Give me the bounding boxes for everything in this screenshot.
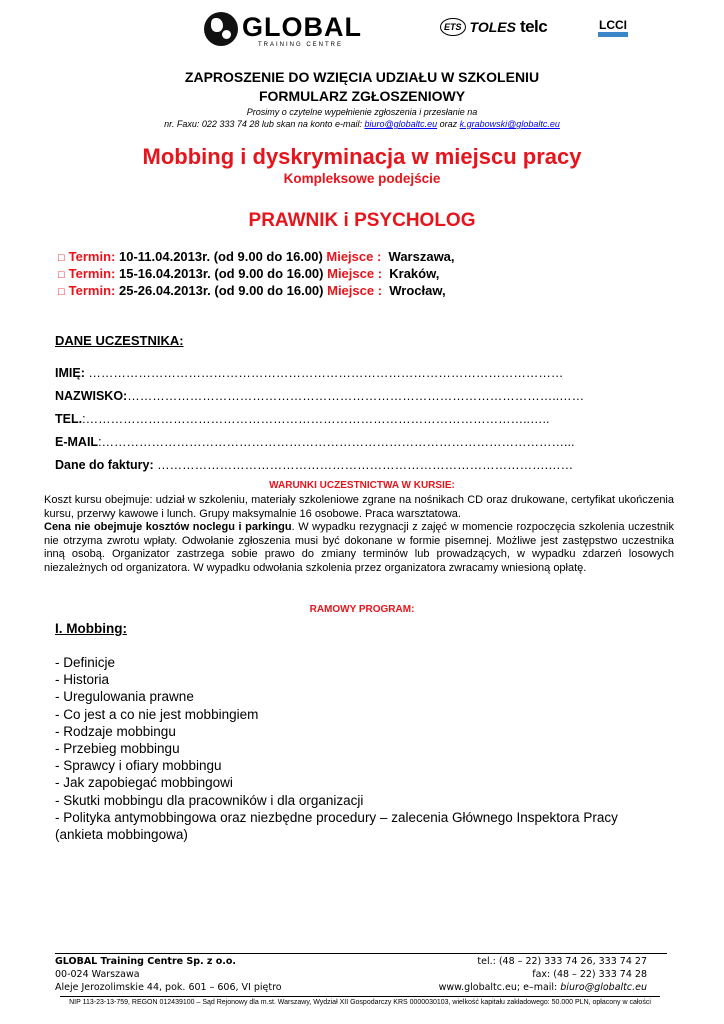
- field-label: TEL.: [55, 412, 83, 426]
- term-label: Termin:: [68, 266, 116, 281]
- field-dots[interactable]: :……………………………………………………………………………………………..…..: [82, 412, 550, 426]
- footer-contact: [439, 955, 647, 994]
- participant-heading: DANE UCZESTNIKA:: [55, 333, 184, 348]
- trainers-heading: PRAWNIK i PSYCHOLOG: [248, 210, 476, 231]
- footer-web: [439, 981, 647, 994]
- brand-name: GLOBAL: [242, 12, 362, 42]
- phone-field[interactable]: [55, 412, 549, 426]
- place-label: Miejsce :: [327, 266, 383, 281]
- list-item: (ankieta mobbingowa): [55, 827, 188, 843]
- list-item: - Jak zapobiegać mobbingowi: [55, 775, 233, 791]
- footer-company: GLOBAL Training Centre Sp. z o.o.: [55, 956, 237, 967]
- conditions-price-note: Cena nie obejmuje kosztów noclegu i parkingu: [44, 521, 292, 533]
- conditions-paragraph-2: [44, 521, 674, 575]
- global-training-centre-logo: [204, 12, 362, 52]
- name-field[interactable]: [55, 366, 563, 380]
- program-heading: RAMOWY PROGRAM:: [309, 604, 415, 615]
- field-label: NAZWISKO:: [55, 389, 128, 403]
- contact-prefix: nr. Faxu: 022 333 74 28 lub skan na konto e-mail:: [164, 119, 365, 129]
- field-dots[interactable]: :…………………………………………………………………………………………………...: [98, 435, 575, 449]
- checkbox[interactable]: □: [58, 269, 65, 281]
- list-item: - Polityka antymobbingowa oraz niezbędne procedury – zalecenia Głównego Inspektora Pracy: [55, 809, 618, 825]
- list-item: - Przebieg mobbingu: [55, 741, 180, 757]
- footer-fax: fax: (48 – 22) 333 74 28: [532, 969, 647, 980]
- conditions-paragraph-1: Koszt kursu obejmuje: udział w szkoleniu, materiały szkoleniowe zgrane na nośnikach CD oraz drukowane, certyfikat ukończenia kursu, przerwy kawowe i lunch. Grupy maksymalnie 16 osobowe. Praca warsztatowa.: [44, 494, 674, 520]
- globe-icon: [204, 12, 238, 46]
- email-field[interactable]: [55, 435, 574, 449]
- course-title: Mobbing i dyskryminacja w miejscu pracy: [142, 144, 582, 169]
- place-label: Miejsce :: [327, 283, 383, 298]
- contact-line: [0, 119, 724, 129]
- course-subtitle: Kompleksowe podejście: [283, 171, 441, 186]
- term-option[interactable]: [58, 249, 455, 264]
- term-option[interactable]: [58, 283, 446, 298]
- conditions-heading: WARUNKI UCZESTNICTWA W KURSIE:: [269, 480, 455, 491]
- invitation-heading: ZAPROSZENIE DO WZIĘCIA UDZIAŁU W SZKOLENIU: [184, 69, 540, 85]
- footer-divider: [55, 953, 667, 954]
- surname-field[interactable]: [55, 389, 584, 403]
- footer-city: 00-024 Warszawa: [55, 969, 140, 980]
- term-label: Termin:: [68, 249, 116, 264]
- email-link-biuro[interactable]: biuro@globaltc.eu: [364, 119, 438, 129]
- list-item: - Rodzaje mobbingu: [55, 723, 176, 739]
- telc-logo: telc: [519, 17, 548, 36]
- term-date: 25-26.04.2013r. (od 9.00 do 16.00): [115, 283, 328, 298]
- partner-logos: [440, 14, 547, 40]
- program-section-title: I. Mobbing:: [55, 621, 127, 636]
- field-label: IMIĘ:: [55, 366, 85, 380]
- field-dots[interactable]: ………………………………………………………………………………….……: [153, 458, 574, 472]
- field-label: E-MAIL: [55, 435, 99, 449]
- checkbox[interactable]: □: [58, 252, 65, 264]
- email-link-grabowski[interactable]: k.grabowski@globaltc.eu: [459, 119, 560, 129]
- footer-email[interactable]: biuro@globaltc.eu: [560, 982, 647, 993]
- footer-street: Aleje Jerozolimskie 44, pok. 601 – 606, VI piętro: [55, 982, 282, 993]
- footer-registry: NIP 113-23-13-759, REGON 012439100 – Sąd Rejonowy dla m.st. Warszawy, Wydział XII Gospodarczy KRS 0000030103, wielkość kapitału zakładowego: 50.000 PLN, opłacony w całości: [60, 996, 660, 1006]
- term-place: Warszawa,: [381, 249, 455, 264]
- term-option[interactable]: [58, 266, 439, 281]
- term-label: Termin:: [68, 283, 116, 298]
- list-item: - Definicje: [55, 655, 116, 670]
- term-date: 10-11.04.2013r. (od 9.00 do 16.00): [115, 249, 327, 264]
- term-place: Kraków,: [382, 266, 440, 281]
- field-dots[interactable]: ……………………………………………………………………………………………………: [84, 366, 564, 380]
- list-item: - Skutki mobbingu dla pracowników i dla organizacji: [55, 792, 364, 808]
- contact-conjunction: oraz: [437, 119, 460, 129]
- brand-subtitle: TRAINING CENTRE: [258, 42, 344, 48]
- place-label: Miejsce :: [326, 249, 382, 264]
- field-label: Dane do faktury:: [55, 458, 154, 472]
- ets-logo: ETS: [440, 18, 466, 36]
- checkbox[interactable]: □: [58, 286, 65, 298]
- field-dots[interactable]: …………………………………………………………………………………………..……: [127, 389, 585, 403]
- list-item: - Co jest a co nie jest mobbingiem: [55, 706, 259, 722]
- form-heading: FORMULARZ ZGŁOSZENIOWY: [258, 88, 466, 104]
- term-date: 15-16.04.2013r. (od 9.00 do 16.00): [115, 266, 328, 281]
- toles-logo: TOLES: [469, 19, 516, 35]
- list-item: - Uregulowania prawne: [55, 689, 194, 705]
- list-item: - Sprawcy i ofiary mobbingu: [55, 758, 222, 774]
- footer-address: [55, 955, 282, 994]
- lcci-logo: LCCI: [598, 18, 628, 37]
- instructions-line: Prosimy o czytelne wypełnienie zgłoszenia i przesłanie na: [246, 107, 478, 117]
- list-item: - Historia: [55, 672, 110, 688]
- invoice-field[interactable]: [55, 458, 573, 472]
- footer-website[interactable]: www.globaltc.eu; e–mail:: [438, 982, 561, 993]
- footer-phone: tel.: (48 – 22) 333 74 26, 333 74 27: [477, 956, 647, 967]
- conditions-cancellation-text: . W wypadku rezygnacji z zajęć w momencie rozpoczęcia szkolenia uczestnik nie otrzyma zwrotu wpłaty. Odwołanie zgłoszenia musi być dokonane w formie pisemnej. Możliwe jest zastępstwo uczestnika inną osobą. Organizator zastrzega sobie prawo do zmiany terminów lub prowadzących, w wypadku zdarzeń losowych niezależnych od organizatora. W wypadku odwołania szkolenia przez organizatora zwracamy wniesioną opłatę.: [44, 521, 674, 574]
- term-place: Wrocław,: [382, 283, 446, 298]
- program-list: [55, 654, 675, 843]
